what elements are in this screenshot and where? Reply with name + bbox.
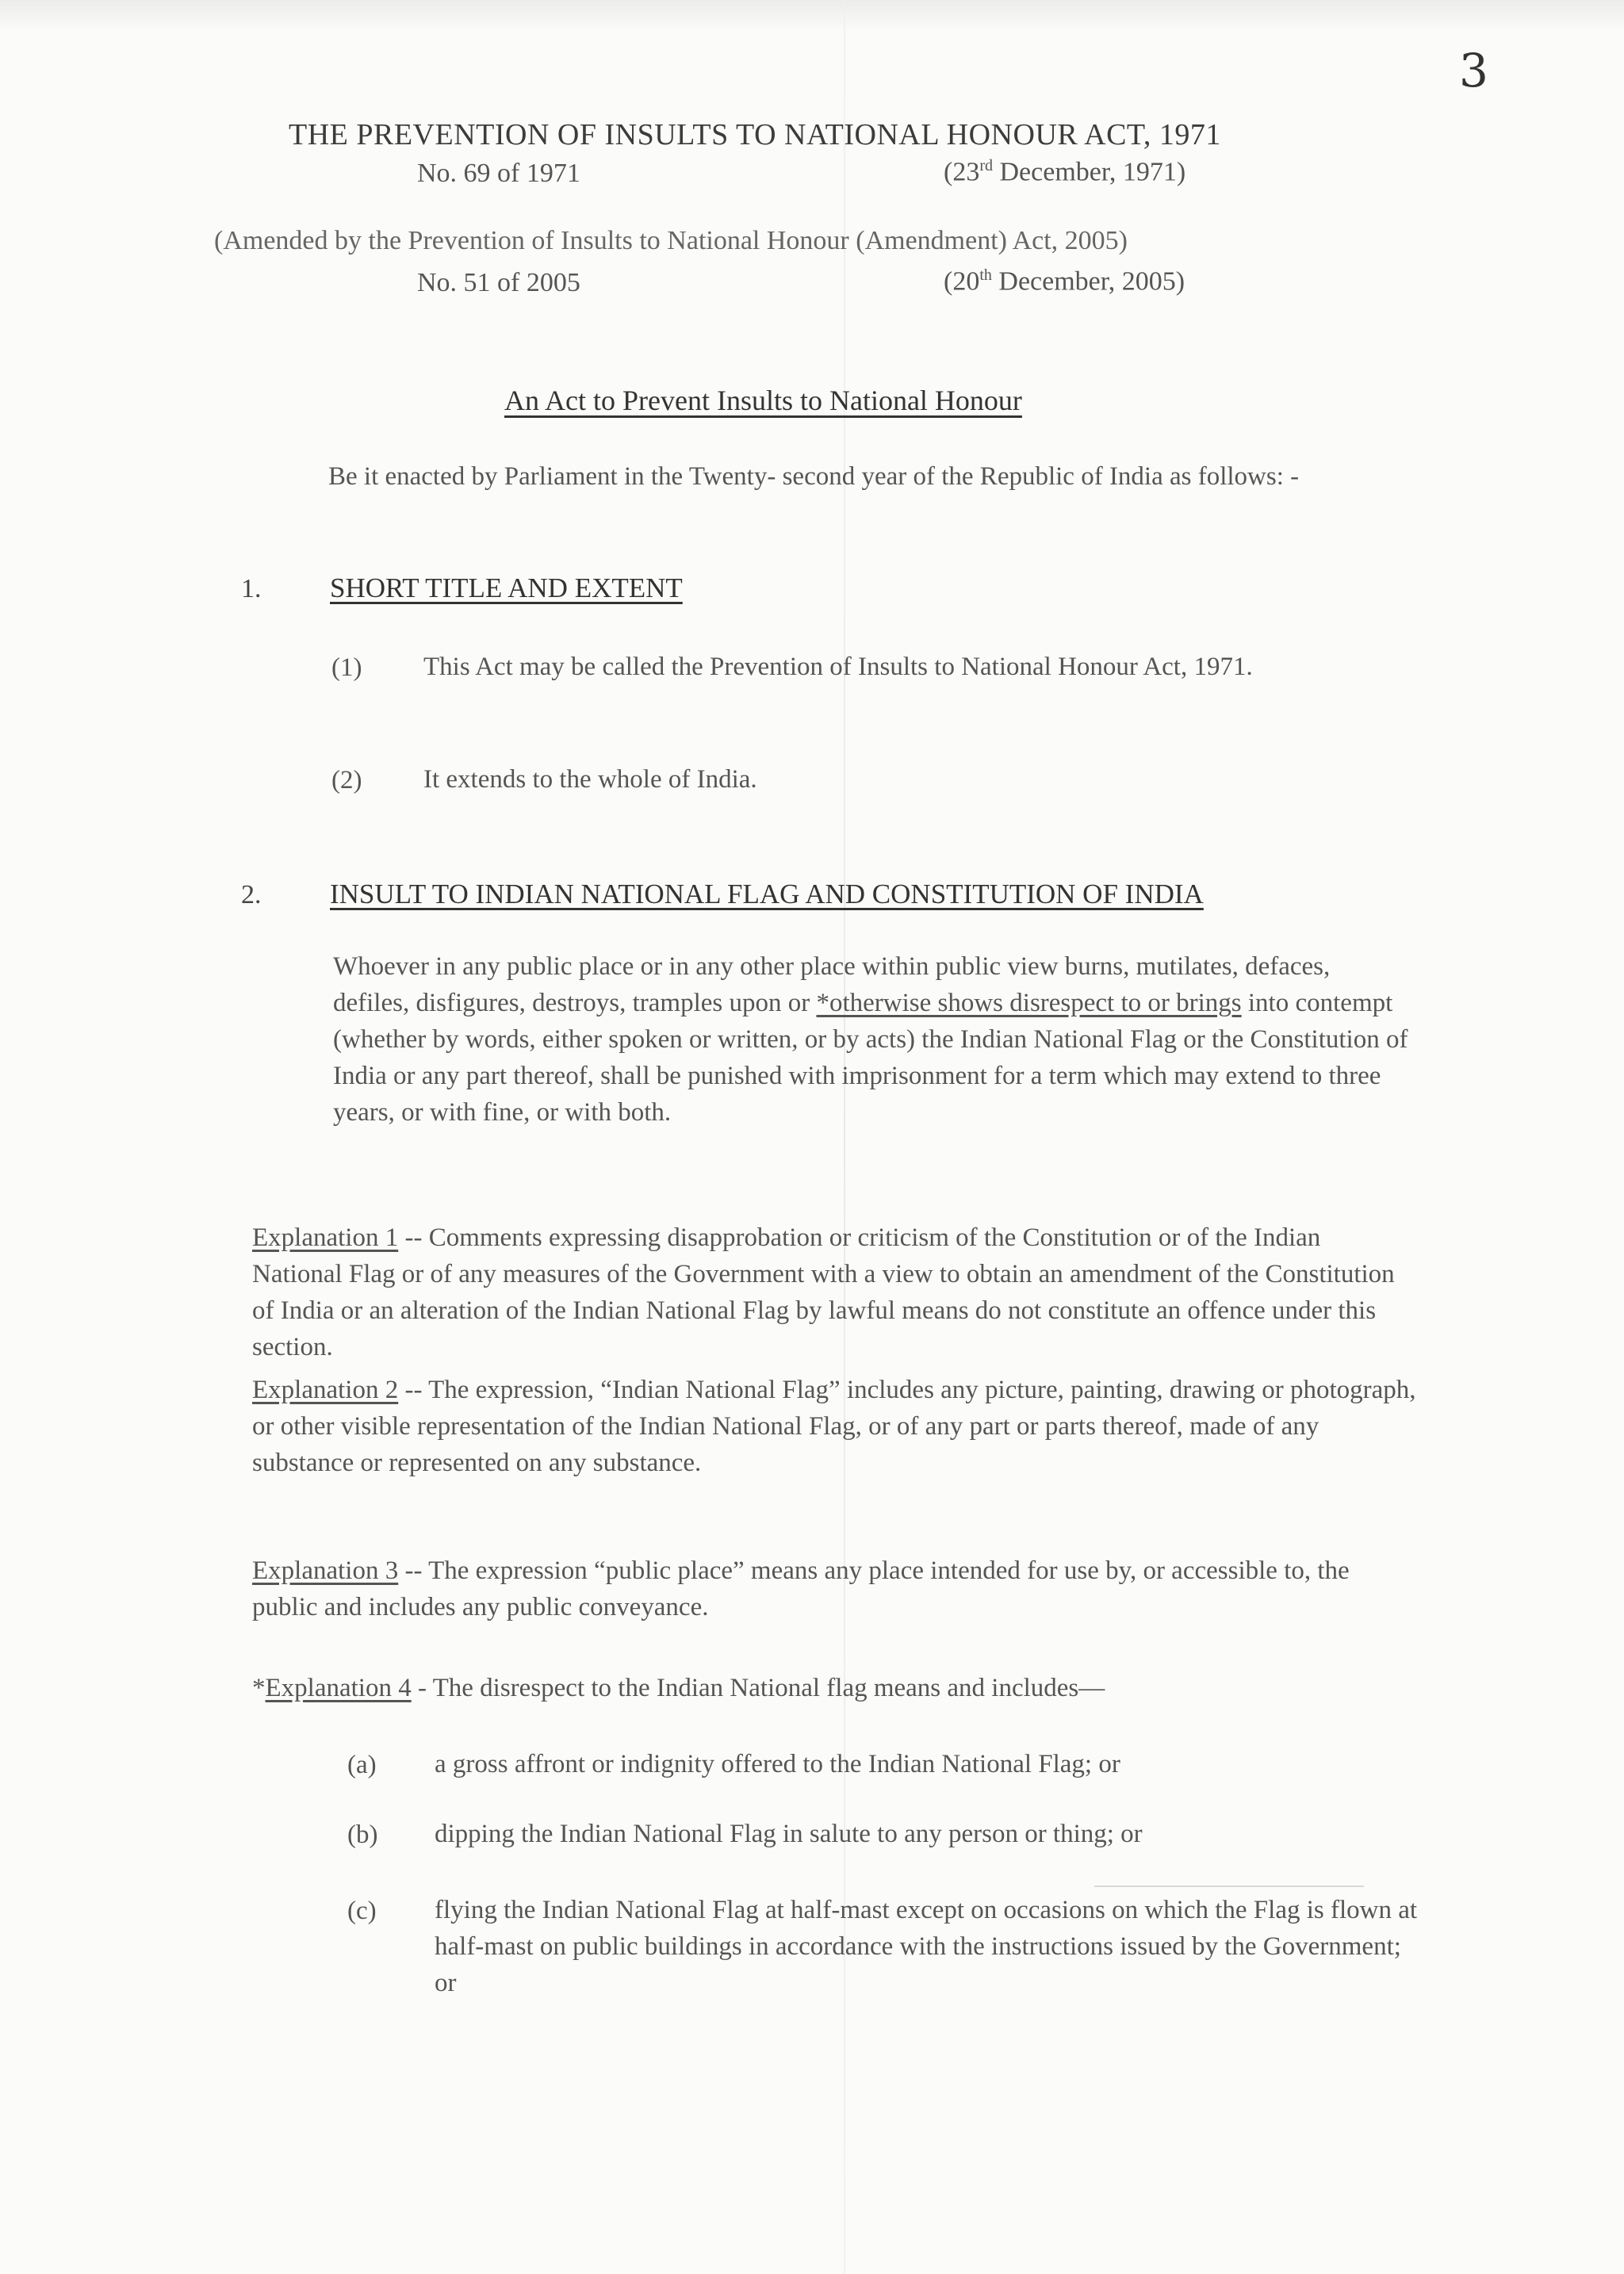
- explanation-2-label: Explanation 2: [252, 1376, 399, 1404]
- page-number: 3: [1459, 44, 1488, 98]
- explanation-1-label: Explanation 1: [252, 1223, 399, 1252]
- item-c-text: flying the Indian National Flag at half-mast except on occasions on which the Flag is flown at half-mast on public buildings in accordance with the instructions issued by the Government; or: [435, 1896, 1418, 1997]
- explanation-4-label: Explanation 4: [265, 1674, 412, 1702]
- enacting-clause: Be it enacted by Parliament in the Twenty- second year of the Republic of India as follows: -: [328, 462, 1300, 491]
- item-a-label: (a): [347, 1751, 377, 1779]
- section-2-number: 2.: [241, 880, 262, 909]
- section-2-body-amended: *otherwise shows disrespect to or brings: [816, 989, 1242, 1017]
- act-title: THE PREVENTION OF INSULTS TO NATIONAL HONOUR ACT, 1971: [289, 118, 1221, 151]
- explanation-3-label: Explanation 3: [252, 1556, 399, 1585]
- section-2-body: [333, 948, 1411, 1131]
- explanation-1: [252, 1219, 1416, 1365]
- clause-2-text: It extends to the whole of India.: [423, 765, 757, 794]
- amended-by-note: (Amended by the Prevention of Insults to National Honour (Amendment) Act, 2005): [214, 226, 1128, 255]
- amend-date: (20th December, 2005): [944, 266, 1185, 297]
- item-b-text: dipping the Indian National Flag in salute to any person or thing; or: [435, 1820, 1143, 1848]
- scan-mark: [1094, 1885, 1364, 1887]
- explanation-2: [252, 1372, 1416, 1481]
- section-2-heading: INSULT TO INDIAN NATIONAL FLAG AND CONSTITUTION OF INDIA: [330, 879, 1204, 909]
- clause-1-label: (1): [331, 653, 362, 682]
- act-number: No. 69 of 1971: [417, 159, 580, 188]
- explanation-3-text: -- The expression “public place” means any place intended for use by, or accessible to, the public and includes any public conveyance.: [252, 1556, 1350, 1621]
- act-date: (23rd December, 1971): [944, 157, 1186, 187]
- scan-shadow: [0, 0, 1624, 32]
- explanation-3: [252, 1552, 1416, 1625]
- explanation-4-text: - The disrespect to the Indian National flag means and includes—: [411, 1674, 1105, 1702]
- explanation-1-text: -- Comments expressing disapprobation or criticism of the Constitution or of the Indian National Flag or of any measures of the Government with a view to obtain an amendment of the Constitution of India or an alteration of the Indian National Flag by lawful means do not constitute an offence under this section.: [252, 1223, 1395, 1361]
- clause-2-label: (2): [331, 766, 362, 794]
- section-1-number: 1.: [241, 574, 262, 603]
- amend-number: No. 51 of 2005: [417, 268, 580, 297]
- explanation-4-prefix: *: [252, 1674, 266, 1702]
- section-2-body-after: into contempt (whether by words, either spoken or written, or by acts) the Indian National Flag or the Constitution of India or any part thereof, shall be punished with imprisonment for a term which may extend to three years, or with fine, or with both.: [333, 989, 1408, 1127]
- act-heading: An Act to Prevent Insults to National Honour: [504, 385, 1022, 416]
- item-c-label: (c): [347, 1897, 377, 1925]
- section-2-body-before: Whoever in any public place or in any other place within public view burns, mutilates, defaces, defiles, disfigures, destroys, tramples upon or: [333, 952, 1331, 1017]
- explanation-2-text: -- The expression, “Indian National Flag” includes any picture, painting, drawing or photograph, or other visible representation of the Indian National Flag, or of any part or parts thereof, made of any substance or represented on any substance.: [252, 1376, 1416, 1477]
- item-a-text: a gross affront or indignity offered to the Indian National Flag; or: [435, 1750, 1120, 1778]
- section-1-heading: SHORT TITLE AND EXTENT: [330, 572, 683, 603]
- clause-1-text: This Act may be called the Prevention of Insults to National Honour Act, 1971.: [423, 653, 1253, 681]
- explanation-4: [252, 1670, 1416, 1706]
- item-b-label: (b): [347, 1820, 378, 1849]
